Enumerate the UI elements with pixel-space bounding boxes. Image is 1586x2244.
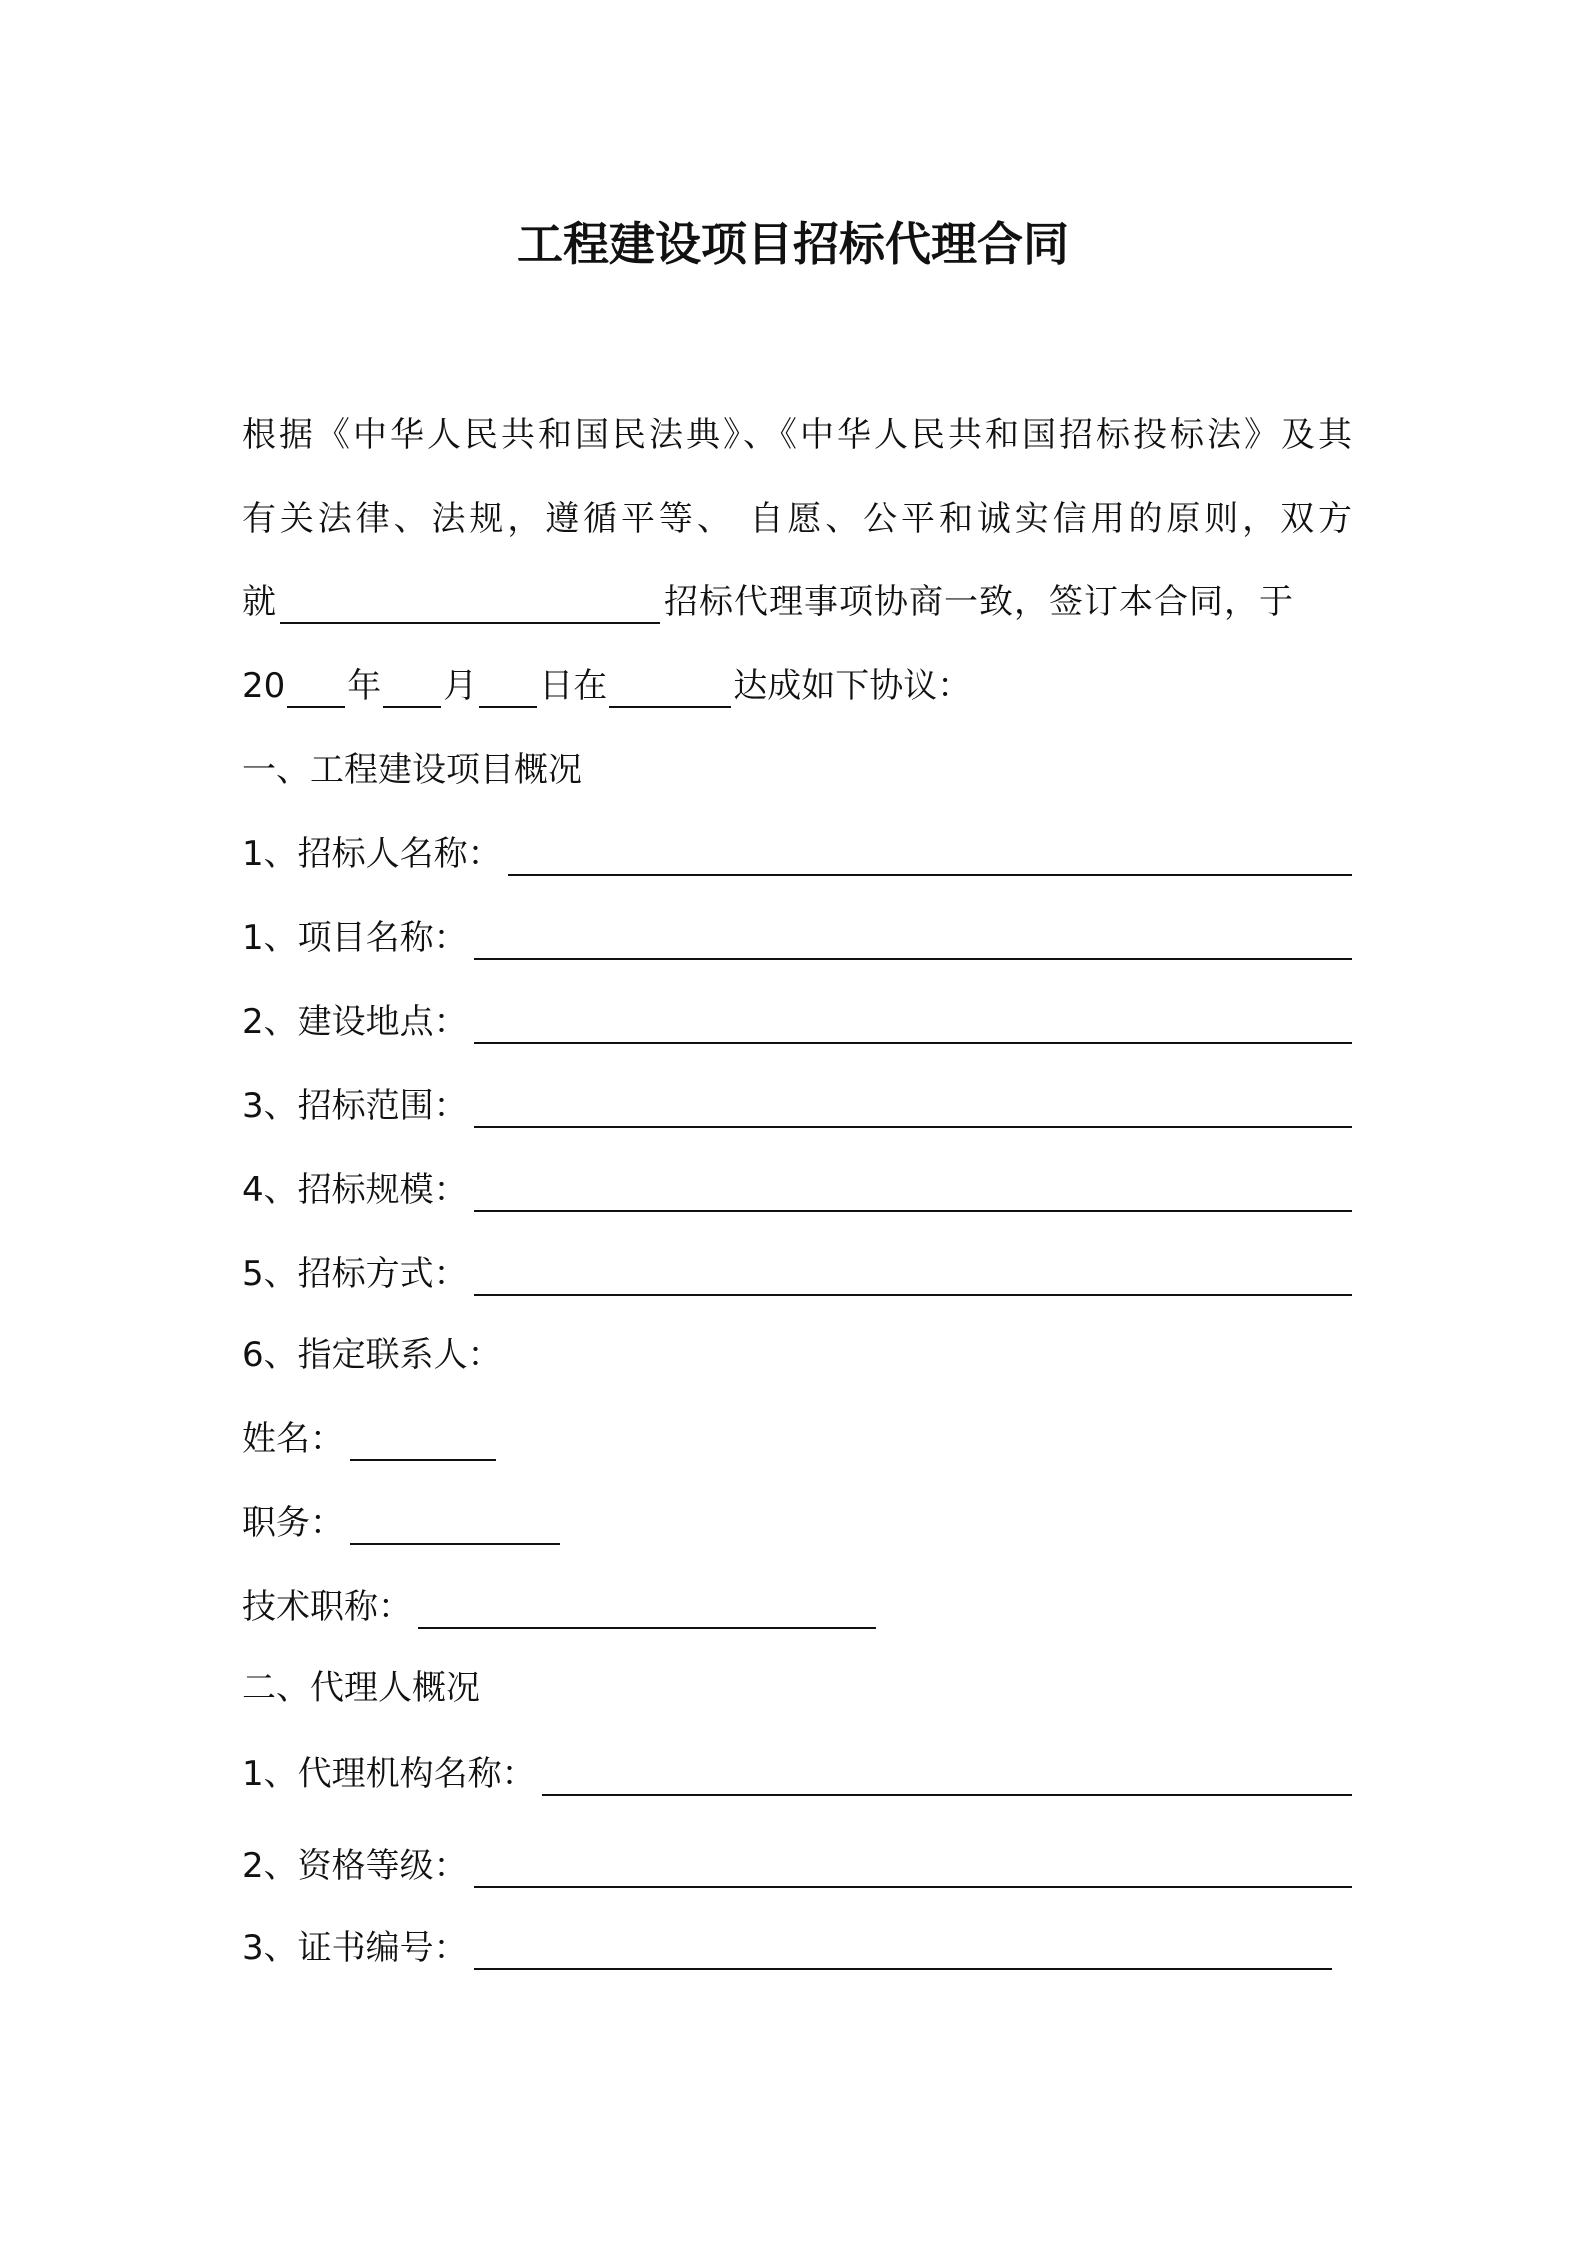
contact-title-label: 技术职称： [242, 1587, 412, 1627]
intro-year-prefix: 20 [242, 666, 286, 706]
field-label: 1、代理机构名称： [242, 1754, 536, 1794]
agency-name-field[interactable] [542, 1762, 1352, 1796]
contact-heading: 6、指定联系人： [242, 1335, 502, 1375]
field-label: 5、招标方式： [242, 1254, 468, 1294]
field-label: 1、项目名称： [242, 918, 468, 958]
intro-line-4-suffix: 达成如下协议： [733, 666, 972, 706]
intro-line-1: 根据《中华人民共和国民法典》、《中华人民共和国招标投标法》及其 [242, 415, 1352, 455]
field-row [242, 1252, 1352, 1296]
place-blank[interactable] [609, 674, 731, 708]
project-blank[interactable] [280, 590, 660, 624]
document-title: 工程建设项目招标代理合同 [517, 217, 1069, 271]
tender-method-field[interactable] [474, 1262, 1352, 1296]
field-row [242, 1752, 1352, 1796]
tenderer-name-field[interactable] [508, 842, 1352, 876]
construction-site-field[interactable] [474, 1010, 1352, 1044]
certificate-number-field[interactable] [474, 1936, 1332, 1970]
field-row [242, 916, 1352, 960]
field-label: 2、建设地点： [242, 1002, 468, 1042]
section-2-heading: 二、代理人概况 [242, 1668, 480, 1708]
field-label: 2、资格等级： [242, 1846, 468, 1886]
project-name-field[interactable] [474, 926, 1352, 960]
tender-scale-field[interactable] [474, 1178, 1352, 1212]
contact-name-row [242, 1417, 496, 1461]
field-row [242, 1926, 1332, 1970]
field-row [242, 832, 1352, 876]
tender-scope-field[interactable] [474, 1094, 1352, 1128]
qualification-level-field[interactable] [474, 1854, 1352, 1888]
intro-line-3-suffix: 招标代理事项协商一致，签订本合同，于 [664, 582, 1294, 622]
contact-position-field[interactable] [350, 1511, 560, 1545]
contact-title-field[interactable] [418, 1595, 876, 1629]
intro-day-label: 日在 [539, 666, 608, 706]
field-row [242, 1844, 1352, 1888]
intro-month-label: 月 [443, 666, 478, 706]
month-blank[interactable] [383, 674, 441, 708]
section-1-heading: 一、工程建设项目概况 [242, 750, 582, 790]
field-row [242, 1000, 1352, 1044]
intro-line-2: 有关法律、法规，遵循平等、 自愿、公平和诚实信用的原则，双方 [242, 499, 1352, 539]
contact-position-row [242, 1501, 560, 1545]
contact-name-field[interactable] [350, 1427, 496, 1461]
year-blank[interactable] [287, 674, 345, 708]
field-label: 3、招标范围： [242, 1086, 468, 1126]
intro-line-4 [242, 664, 971, 708]
intro-line-3 [242, 580, 1352, 624]
field-row [242, 1084, 1352, 1128]
day-blank[interactable] [479, 674, 537, 708]
contact-name-label: 姓名： [242, 1419, 344, 1459]
field-label: 3、证书编号： [242, 1928, 468, 1968]
contact-title-row [242, 1585, 876, 1629]
field-row [242, 1168, 1352, 1212]
contact-position-label: 职务： [242, 1503, 344, 1543]
field-label: 4、招标规模： [242, 1170, 468, 1210]
intro-line-3-prefix: 就 [242, 582, 276, 622]
intro-year-label: 年 [347, 666, 382, 706]
field-label: 1、招标人名称： [242, 834, 502, 874]
